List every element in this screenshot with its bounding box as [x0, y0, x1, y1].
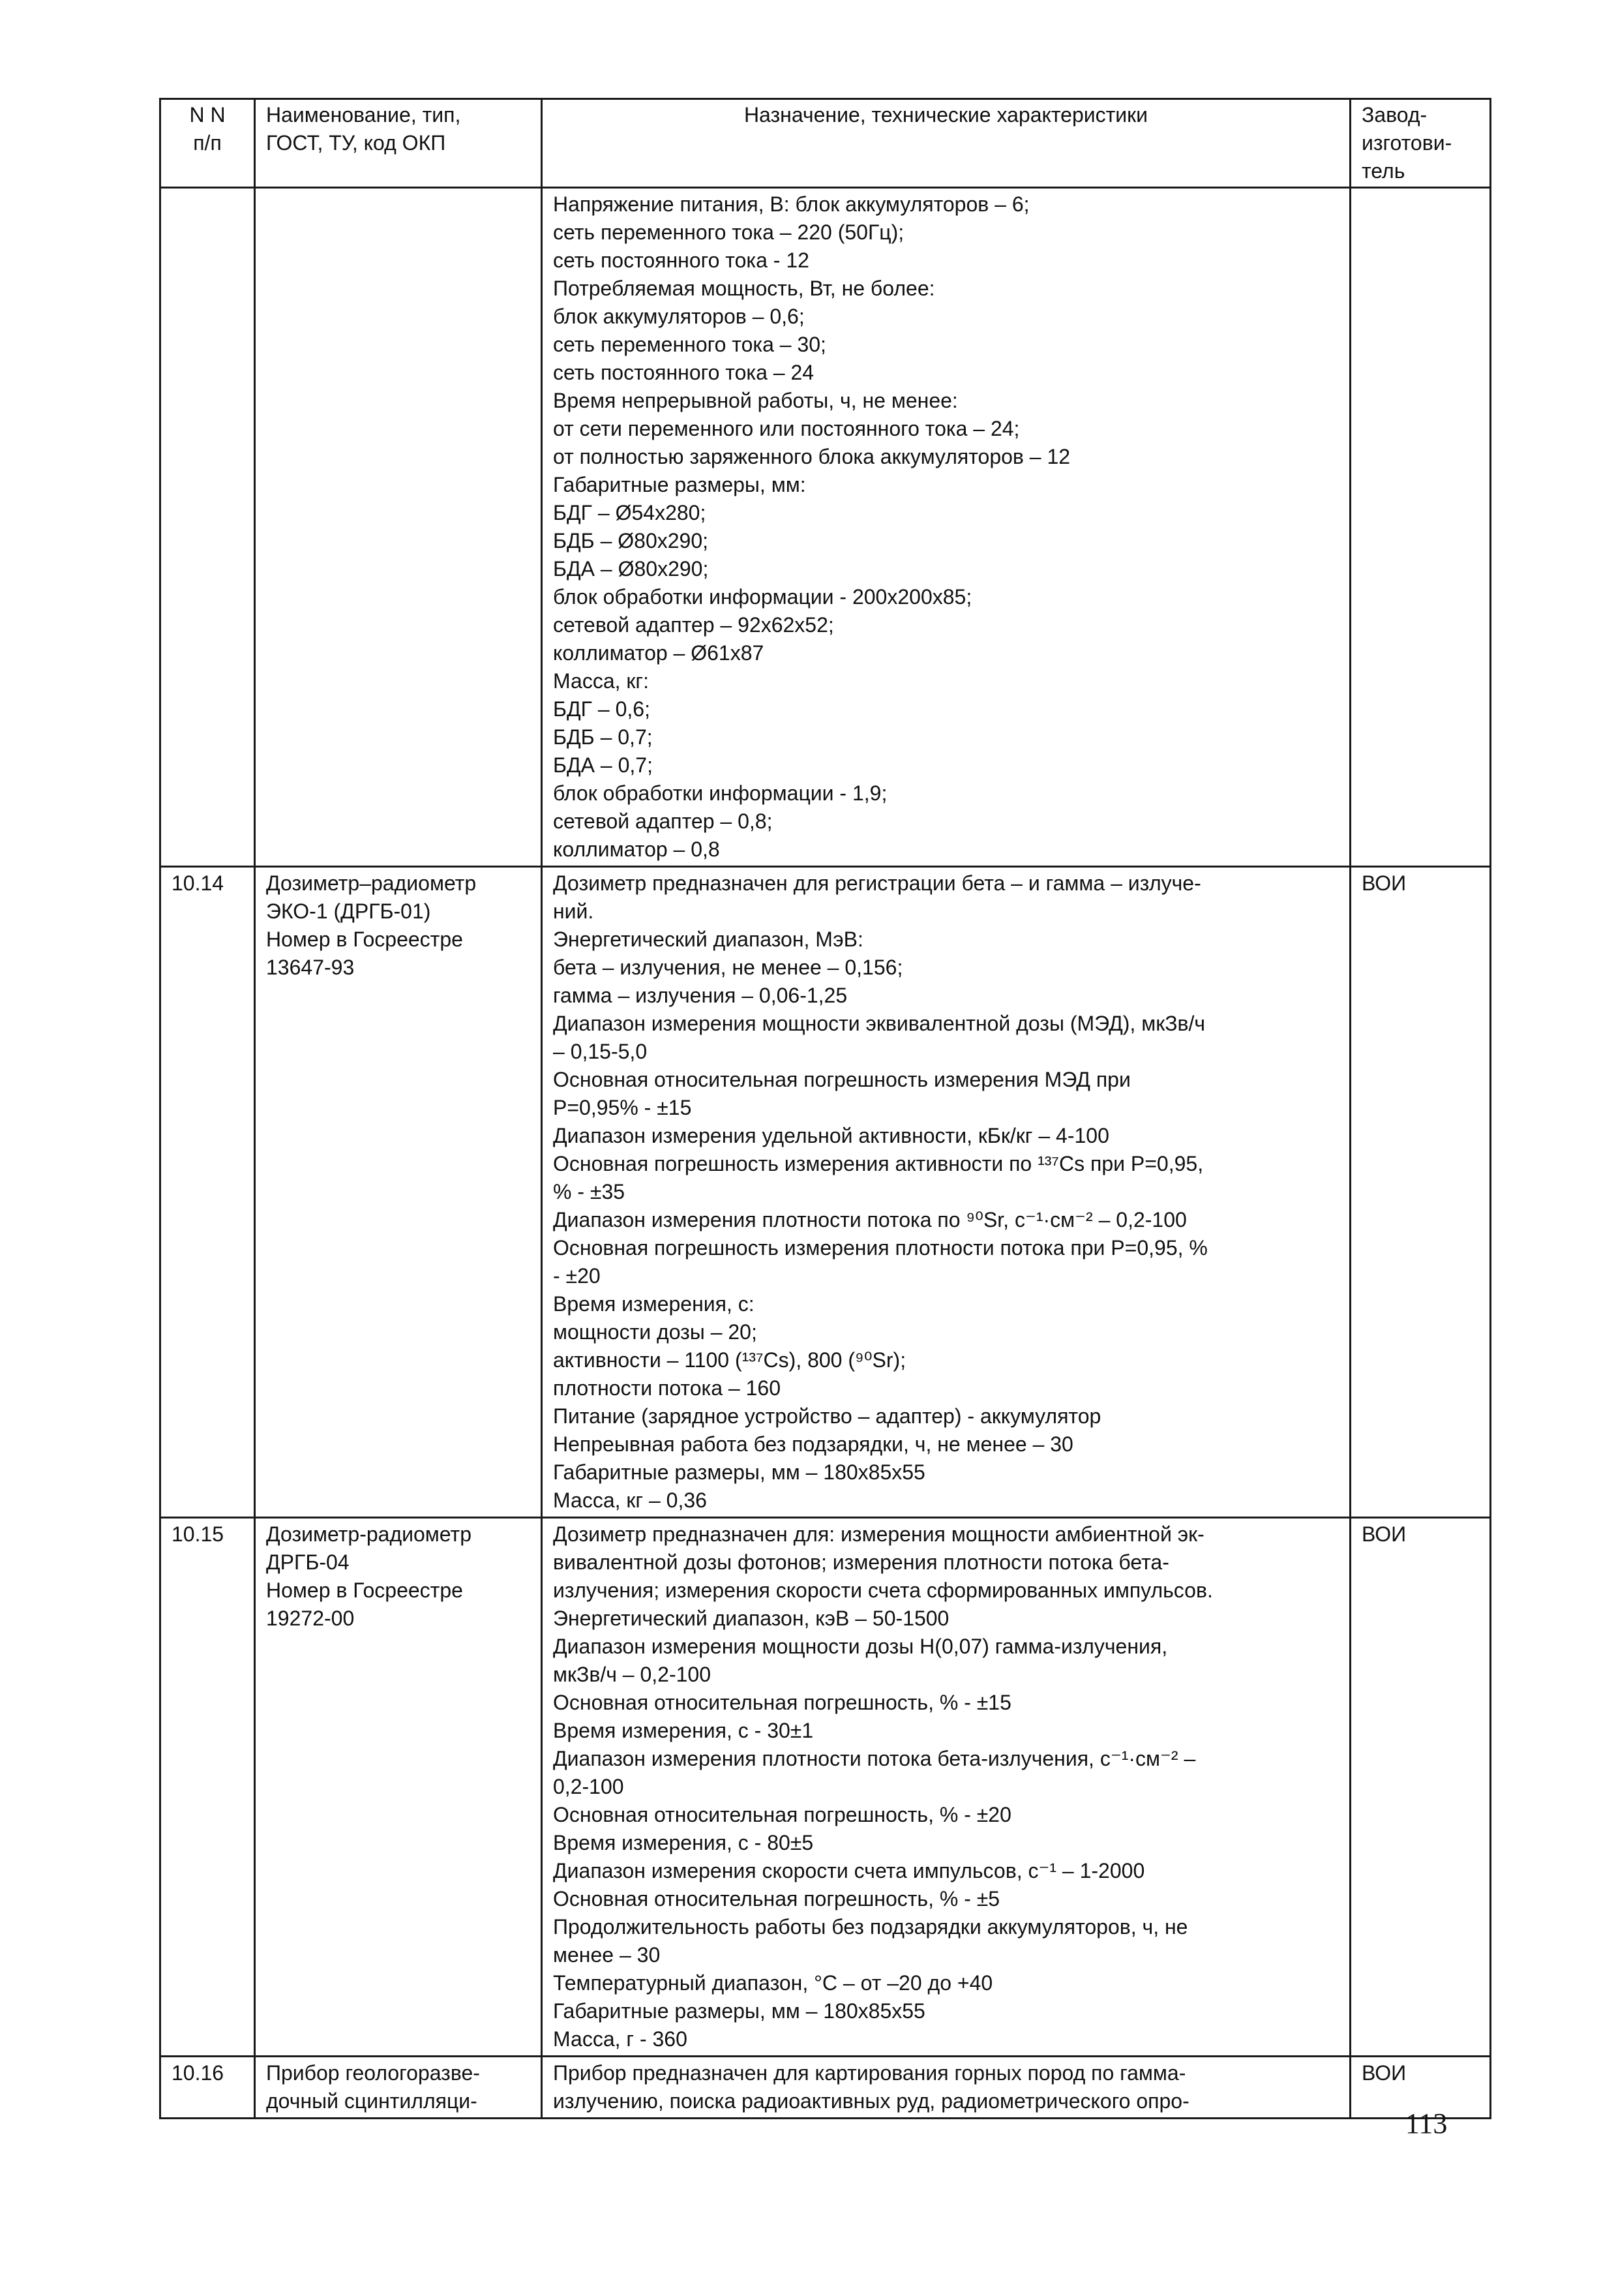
spec-line: бета – излучения, не менее – 0,156; — [553, 956, 903, 979]
cell-number: 10.15 — [160, 1518, 255, 2057]
spec-line: Время измерения, с - 80±5 — [553, 1831, 814, 1854]
spec-line: Непреывная работа без подзарядки, ч, не менее – 30 — [553, 1432, 1073, 1456]
table-body — [160, 188, 1491, 2119]
name-line: Номер в Госреестре — [266, 1578, 463, 1602]
cell-number: 10.16 — [160, 2057, 255, 2119]
name-line: Дозиметр-радиометр — [266, 1522, 471, 1546]
cell-number — [160, 188, 255, 867]
spec-line: вивалентной дозы фотонов; измерения плотности потока бета- — [553, 1550, 1169, 1574]
spec-line: – 0,15-5,0 — [553, 1040, 648, 1063]
spec-line: Габаритные размеры, мм: — [553, 473, 806, 496]
page-number: 113 — [1405, 2107, 1448, 2139]
spec-line: ний. — [553, 899, 594, 923]
spec-line: БДБ – Ø80x290; — [553, 529, 709, 552]
cell-maker: ВОИ — [1351, 2057, 1491, 2119]
specification-table — [159, 98, 1491, 2119]
spec-line: Потребляемая мощность, Вт, не более: — [553, 277, 935, 300]
spec-line: блок обработки информации - 200x200x85; — [553, 585, 972, 609]
spec-line: Основная погрешность измерения плотности потока при Р=0,95, % — [553, 1236, 1208, 1260]
name-line: дочный сцинтилляци- — [266, 2089, 477, 2113]
spec-line: Масса, кг: — [553, 669, 649, 693]
spec-line: Диапазон измерения скорости счета импульсов, с⁻¹ – 1-2000 — [553, 1859, 1145, 1882]
spec-line: БДА – 0,7; — [553, 753, 653, 777]
name-line: 19272-00 — [266, 1607, 355, 1630]
header-purpose: Назначение, технические характеристики — [542, 99, 1351, 188]
cell-name — [255, 2057, 542, 2119]
spec-line: Время непрерывной работы, ч, не менее: — [553, 389, 958, 412]
spec-line: коллиматор – Ø61x87 — [553, 641, 764, 665]
spec-line: мощности дозы – 20; — [553, 1320, 757, 1344]
spec-line: Дозиметр предназначен для регистрации бета – и гамма – излуче- — [553, 871, 1201, 895]
cell-number: 10.14 — [160, 867, 255, 1518]
spec-line: Энергетический диапазон, МэВ: — [553, 928, 863, 951]
spec-line: 0,2-100 — [553, 1775, 624, 1798]
spec-line: Диапазон измерения плотности потока по ⁹⁰Sr, с⁻¹·см⁻² – 0,2-100 — [553, 1208, 1187, 1231]
spec-line: менее – 30 — [553, 1943, 661, 1967]
spec-line: Время измерения, с - 30±1 — [553, 1719, 814, 1742]
spec-line: Прибор предназначен для картирования горных пород по гамма- — [553, 2061, 1186, 2085]
spec-line: Дозиметр предназначен для: измерения мощности амбиентной эк- — [553, 1522, 1204, 1546]
spec-line: БДГ – Ø54x280; — [553, 501, 706, 524]
cell-specs — [542, 1518, 1351, 2057]
spec-line: Р=0,95% - ±15 — [553, 1096, 692, 1119]
spec-line: % - ±35 — [553, 1180, 625, 1203]
name-line: 13647-93 — [266, 956, 355, 979]
spec-line: Диапазон измерения мощности эквивалентной дозы (МЭД), мкЗв/ч — [553, 1012, 1206, 1035]
spec-line: Основная относительная погрешность измерения МЭД при — [553, 1068, 1131, 1091]
spec-line: плотности потока – 160 — [553, 1376, 781, 1400]
name-line: Прибор геологоразве- — [266, 2061, 480, 2085]
cell-maker: ВОИ — [1351, 867, 1491, 1518]
table-header-row — [160, 99, 1491, 188]
cell-name — [255, 867, 542, 1518]
cell-name — [255, 1518, 542, 2057]
spec-line: Диапазон измерения удельной активности, кБк/кг – 4-100 — [553, 1124, 1109, 1147]
spec-line: сеть переменного тока – 30; — [553, 333, 826, 356]
spec-line: Основная относительная погрешность, % - ±5 — [553, 1887, 1000, 1911]
cell-name — [255, 188, 542, 867]
spec-line: от полностью заряженного блока аккумуляторов – 12 — [553, 445, 1071, 468]
table-row — [160, 1518, 1491, 2057]
header-number: N N п/п — [160, 99, 255, 188]
spec-line: сеть постоянного тока - 12 — [553, 249, 809, 272]
spec-line: блок аккумуляторов – 0,6; — [553, 305, 805, 328]
spec-line: Масса, г - 360 — [553, 2027, 687, 2051]
spec-line: БДБ – 0,7; — [553, 725, 653, 749]
cell-maker: ВОИ — [1351, 1518, 1491, 2057]
name-line: ЭКО-1 (ДРГБ-01) — [266, 899, 431, 923]
spec-line: Температурный диапазон, °С – от –20 до +40 — [553, 1971, 993, 1995]
table-row — [160, 2057, 1491, 2119]
spec-line: сеть переменного тока – 220 (50Гц); — [553, 220, 905, 244]
spec-line: Габаритные размеры, мм – 180x85x55 — [553, 1460, 925, 1484]
spec-line: от сети переменного или постоянного тока – 24; — [553, 417, 1020, 440]
spec-line: мкЗв/ч – 0,2-100 — [553, 1663, 711, 1686]
name-line: Дозиметр–радиометр — [266, 871, 477, 895]
spec-line: сеть постоянного тока – 24 — [553, 361, 815, 384]
header-name: Наименование, тип, ГОСТ, ТУ, код ОКП — [255, 99, 542, 188]
spec-line: Питание (зарядное устройство – адаптер) - аккумулятор — [553, 1404, 1101, 1428]
spec-line: Продолжительность работы без подзарядки аккумуляторов, ч, не — [553, 1915, 1188, 1939]
spec-line: блок обработки информации - 1,9; — [553, 781, 888, 805]
spec-line: Диапазон измерения плотности потока бета-излучения, с⁻¹·см⁻² – — [553, 1747, 1196, 1770]
cell-specs — [542, 867, 1351, 1518]
spec-line: гамма – излучения – 0,06-1,25 — [553, 984, 848, 1007]
spec-line: Основная относительная погрешность, % - ±20 — [553, 1803, 1011, 1826]
spec-line: Основная погрешность измерения активности по ¹³⁷Cs при Р=0,95, — [553, 1152, 1204, 1175]
cell-specs — [542, 2057, 1351, 2119]
spec-line: Диапазон измерения мощности дозы Н(0,07) гамма-излучения, — [553, 1635, 1168, 1658]
spec-line: Напряжение питания, В: блок аккумуляторов – 6; — [553, 192, 1030, 216]
table-row — [160, 867, 1491, 1518]
table-row — [160, 188, 1491, 867]
cell-specs — [542, 188, 1351, 867]
spec-line: БДГ – 0,6; — [553, 697, 650, 721]
spec-line: Основная относительная погрешность, % - ±15 — [553, 1691, 1011, 1714]
header-maker: Завод- изготови- тель — [1351, 99, 1491, 188]
spec-line: коллиматор – 0,8 — [553, 838, 720, 861]
spec-line: излучения; измерения скорости счета сформированных импульсов. — [553, 1578, 1213, 1602]
name-line: ДРГБ-04 — [266, 1550, 350, 1574]
spec-line: БДА – Ø80x290; — [553, 557, 709, 581]
name-line: Номер в Госреестре — [266, 928, 463, 951]
spec-line: сетевой адаптер – 0,8; — [553, 809, 773, 833]
spec-line: Время измерения, с: — [553, 1292, 755, 1316]
spec-line: сетевой адаптер – 92x62x52; — [553, 613, 834, 637]
spec-line: излучению, поиска радиоактивных руд, радиометрического опро- — [553, 2089, 1190, 2113]
spec-line: Масса, кг – 0,36 — [553, 1488, 707, 1512]
spec-line: активности – 1100 (¹³⁷Cs), 800 (⁹⁰Sr); — [553, 1348, 906, 1372]
spec-line: Энергетический диапазон, кэВ – 50-1500 — [553, 1607, 950, 1630]
cell-maker — [1351, 188, 1491, 867]
spec-line: Габаритные размеры, мм – 180x85x55 — [553, 1999, 925, 2023]
spec-line: - ±20 — [553, 1264, 601, 1288]
